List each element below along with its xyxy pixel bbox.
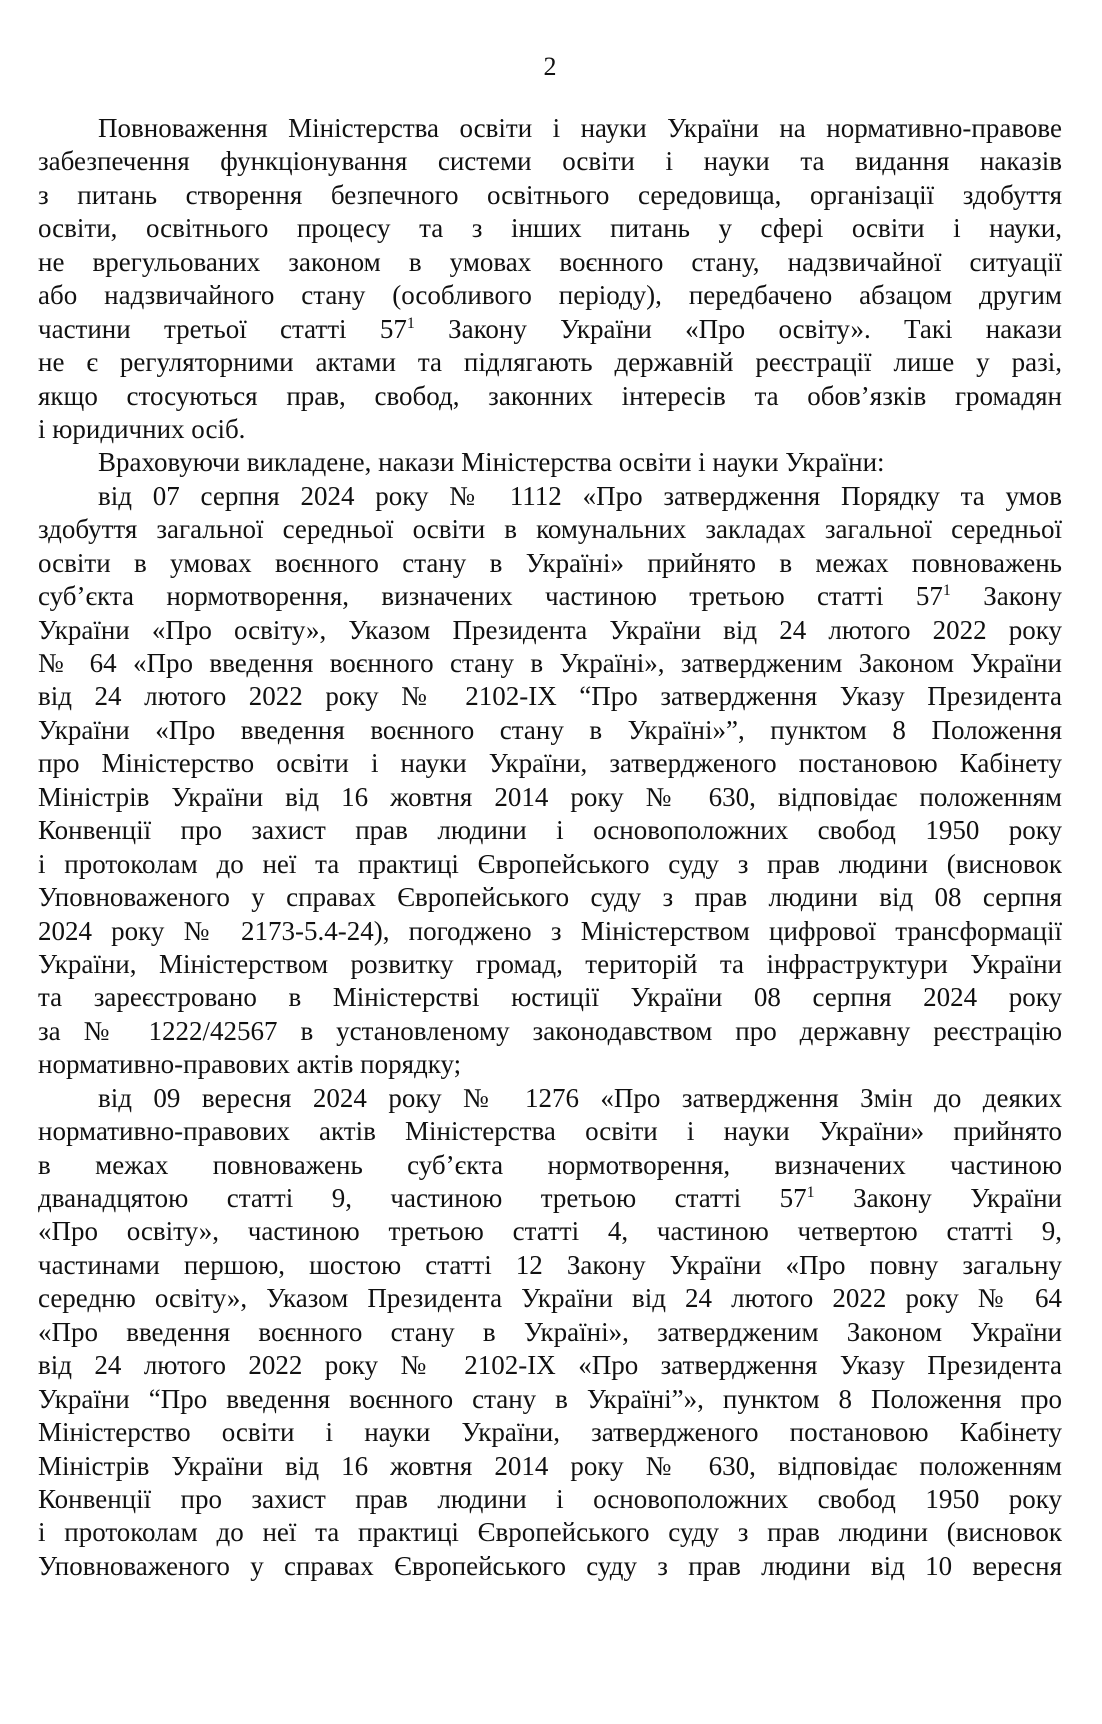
text-line — [38, 145, 1062, 178]
text-line — [38, 179, 1062, 212]
text-line — [38, 981, 1062, 1014]
text-line-content: та зареєстровано в Міністерстві юстиції України 08 серпня 2024 року — [38, 982, 1062, 1013]
text-line-content: забезпечення функціонування системи освіти і науки та видання наказів — [38, 146, 1062, 177]
text-line-content: від 24 лютого 2022 року № 2102-ІХ «Про затвердження Указу Президента — [38, 1350, 1062, 1381]
text-line — [38, 279, 1062, 312]
text-line — [38, 614, 1062, 647]
text-line-content: України, Міністерством розвитку громад, територій та інфраструктури України — [38, 948, 1062, 979]
text-line — [38, 380, 1062, 413]
text-line-content: середню освіту», Указом Президента України від 24 лютого 2022 року № 64 — [38, 1283, 1062, 1314]
text-line-content: України «Про освіту», Указом Президента України від 24 лютого 2022 року — [38, 614, 1062, 645]
text-line — [38, 647, 1062, 680]
text-line — [38, 1249, 1062, 1282]
text-line — [38, 1349, 1062, 1382]
text-line — [38, 714, 1062, 747]
text-line-continuation: Закону України «Про освіту». Такі накази — [414, 313, 1062, 344]
superscript: 1 — [806, 1184, 815, 1201]
text-line — [38, 1383, 1062, 1416]
text-line-continuation: Закону — [950, 581, 1062, 612]
text-line — [38, 580, 1062, 613]
text-line-content: якщо стосуються прав, свобод, законних інтересів та обов’язків громадян — [38, 380, 1062, 411]
text-line-content: за № 1222/42567 в установленому законодавством про державну реєстрацію — [38, 1015, 1062, 1046]
text-line — [38, 1416, 1062, 1449]
text-line — [38, 915, 1062, 948]
text-line-content: № 64 «Про введення воєнного стану в Україні», затвердженим Законом України — [38, 648, 1062, 678]
text-line-content: і юридичних осіб. — [38, 413, 246, 444]
text-line-content: з питань створення безпечного освітнього середовища, організації здобуття — [38, 179, 1062, 210]
text-line — [38, 948, 1062, 981]
text-line-content: Міністрів України від 16 жовтня 2014 року № 630, відповідає положенням — [38, 781, 1062, 812]
text-line — [38, 1048, 1062, 1081]
text-line-content: нормативно-правових актів Міністерства освіти і науки України» прийнято — [38, 1116, 1062, 1147]
text-line-content: частинами першою, шостою статті 12 Закону України «Про повну загальну — [38, 1249, 1062, 1280]
text-line — [38, 1316, 1062, 1349]
text-line — [38, 1149, 1062, 1182]
text-line-content: Міністрів України від 16 жовтня 2014 року № 630, відповідає положенням — [38, 1450, 1062, 1481]
page-number: 2 — [543, 52, 557, 81]
text-line — [38, 346, 1062, 379]
text-line-content: суб’єкта нормотворення, визначених частиною третьою статті 57 — [38, 581, 943, 612]
text-line — [38, 680, 1062, 713]
text-line — [38, 313, 1062, 346]
text-line-content: в межах повноважень суб’єкта нормотворення, визначених частиною — [38, 1149, 1062, 1180]
text-line-content: Конвенції про захист прав людини і основоположних свобод 1950 року — [38, 815, 1062, 846]
text-line-content: освіти в умовах воєнного стану в Україні» прийнято в межах повноважень — [38, 547, 1062, 578]
text-line-content: «Про освіту», частиною третьою статті 4, частиною четвертою статті 9, — [38, 1216, 1062, 1247]
text-line-content: Конвенції про захист прав людини і основоположних свобод 1950 року — [38, 1483, 1062, 1514]
text-line-content: і протоколам до неї та практиці Європейського суду з прав людини (висновок — [38, 1517, 1062, 1548]
text-line — [38, 814, 1062, 847]
text-line-content: від 09 вересня 2024 року № 1276 «Про затвердження Змін до деяких — [98, 1082, 1062, 1113]
text-line — [38, 446, 1062, 479]
text-line — [38, 1115, 1062, 1148]
text-line-content: не є регуляторними актами та підлягають державній реєстрації лише у разі, — [38, 347, 1062, 378]
text-line-content: освіти, освітнього процесу та з інших питань у сфері освіти і науки, — [38, 213, 1062, 244]
text-line-content: «Про введення воєнного стану в Україні», затвердженим Законом України — [38, 1316, 1062, 1347]
text-line-content: здобуття загальної середньої освіти в комунальних закладах загальної середньої — [38, 514, 1062, 545]
text-line-content: Повноваження Міністерства освіти і науки України на нормативно-правове — [98, 113, 1062, 143]
text-line-content: і протоколам до неї та практиці Європейського суду з прав людини (висновок — [38, 848, 1062, 879]
text-line-content: від 07 серпня 2024 року № 1112 «Про затвердження Порядку та умов — [98, 480, 1062, 511]
text-line — [38, 1550, 1062, 1583]
text-line — [38, 881, 1062, 914]
text-line-content: Уповноваженого у справах Європейського суду з прав людини від 08 серпня — [38, 882, 1062, 913]
superscript: 1 — [942, 582, 951, 600]
text-line-content: про Міністерство освіти і науки України, затвердженого постановою Кабінету — [38, 748, 1062, 779]
text-line-content: від 24 лютого 2022 року № 2102-ІХ “Про затвердження Указу Президента — [38, 681, 1062, 712]
text-line — [38, 1450, 1062, 1483]
text-line — [38, 112, 1062, 145]
text-line — [38, 513, 1062, 546]
text-line — [38, 747, 1062, 780]
text-line-content: України “Про введення воєнного стану в Україні”», пунктом 8 Положення про — [38, 1383, 1062, 1414]
text-line — [38, 1082, 1062, 1115]
text-line-content: Враховуючи викладене, накази Міністерства освіти і науки України: — [98, 447, 885, 478]
text-line-content: нормативно-правових актів порядку; — [38, 1049, 462, 1080]
text-line — [38, 212, 1062, 245]
text-line-content: або надзвичайного стану (особливого періоду), передбачено абзацом другим — [38, 280, 1062, 311]
text-line-content: Міністерство освіти і науки України, затвердженого постановою Кабінету — [38, 1417, 1062, 1448]
text-line — [38, 246, 1062, 279]
superscript: 1 — [406, 314, 415, 332]
document-body — [38, 112, 1062, 1583]
text-line — [38, 781, 1062, 814]
text-line-content: не врегульованих законом в умовах воєнного стану, надзвичайної ситуації — [38, 246, 1062, 277]
text-line — [38, 1516, 1062, 1549]
text-line — [38, 480, 1062, 513]
text-line — [38, 1182, 1062, 1215]
text-line-content: 2024 року № 2173-5.4-24), погоджено з Міністерством цифрової трансформації — [38, 915, 1062, 946]
text-line — [38, 1215, 1062, 1248]
text-line-content: частини третьої статті 57 — [38, 313, 407, 344]
text-line-continuation: Закону України — [814, 1183, 1062, 1213]
text-line-content: Уповноваженого у справах Європейського суду з прав людини від 10 вересня — [38, 1550, 1062, 1581]
text-line — [38, 848, 1062, 881]
text-line — [38, 1483, 1062, 1516]
text-line — [38, 413, 1062, 446]
text-line — [38, 547, 1062, 580]
text-line — [38, 1015, 1062, 1048]
text-line-content: дванадцятою статті 9, частиною третьою статті 57 — [38, 1183, 807, 1213]
text-line-content: України «Про введення воєнного стану в Україні»”, пунктом 8 Положення — [38, 714, 1062, 745]
text-line — [38, 1282, 1062, 1315]
